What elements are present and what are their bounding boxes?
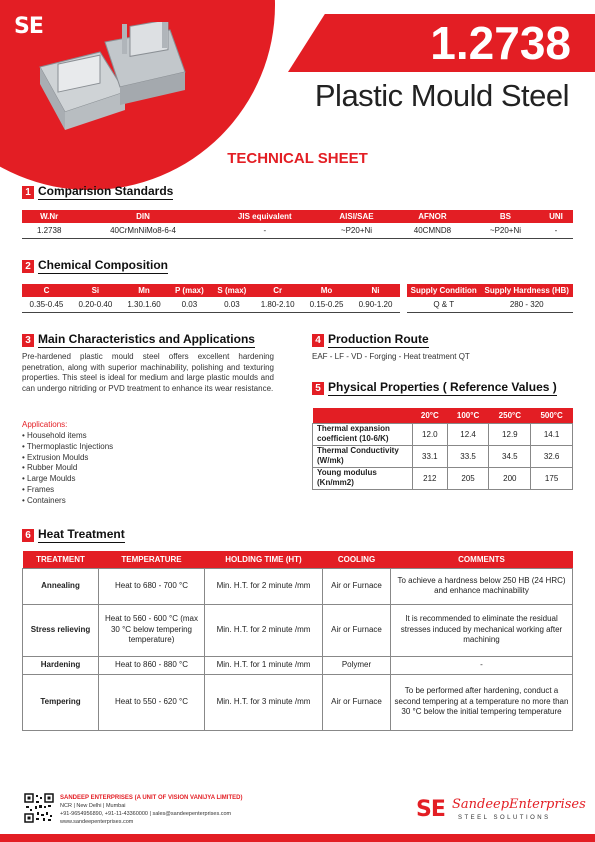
table-header: Supply Hardness (HB) (480, 284, 573, 297)
table-row (23, 674, 573, 730)
section-title: Production Route (328, 332, 429, 346)
section-title: Comparision Standards (38, 184, 174, 198)
table-cell: 212 (413, 467, 448, 489)
supply-table (407, 284, 573, 313)
qr-code-icon (24, 793, 54, 823)
table-header: Mo (302, 284, 351, 297)
mould-image (30, 22, 190, 142)
section-title: Physical Properties ( Reference Values ) (328, 380, 557, 394)
row-label: Annealing (23, 568, 99, 604)
table-cell: 33.1 (413, 445, 448, 467)
table-cell: To achieve a hardness below 250 HB (24 HRC) and enhance machinability (391, 568, 573, 604)
section-number: 4 (312, 334, 324, 347)
physical-table (312, 408, 573, 490)
table-header: S (max) (211, 284, 254, 297)
table-header: AISI/SAE (320, 210, 393, 223)
table-cell: 33.5 (447, 445, 489, 467)
row-label: Thermal expansion coefficient (10-6/K) (313, 423, 413, 445)
table-row (23, 656, 573, 674)
footer-cities: NCR | New Delhi | Mumbai (60, 803, 126, 809)
table-cell: 1.30.1.60 (120, 297, 168, 312)
table-cell: - (210, 223, 320, 238)
table-cell: 32.6 (531, 445, 573, 467)
table-cell: Heat to 560 - 600 °C (max 30 °C below tempering temperature) (99, 604, 205, 656)
table-cell: 14.1 (531, 423, 573, 445)
table-header: 250°C (489, 408, 531, 423)
table-header: BS (472, 210, 539, 223)
table-row (313, 445, 573, 467)
footer-company: SANDEEP ENTERPRISES (A UNIT OF VISION VANIJYA LIMITED) (60, 795, 243, 801)
table-header: UNI (539, 210, 573, 223)
table-header: P (max) (168, 284, 210, 297)
table-cell: 40CMND8 (393, 223, 472, 238)
table-cell: 12.0 (413, 423, 448, 445)
section-number: 3 (22, 334, 34, 347)
row-label: Tempering (23, 674, 99, 730)
table-cell: 12.9 (489, 423, 531, 445)
chemical-table (22, 284, 400, 313)
table-row (313, 423, 573, 445)
table-cell: Min. H.T. for 2 minute /mm (205, 568, 323, 604)
row-label: Thermal Conductivity (W/mk) (313, 445, 413, 467)
section-title: Chemical Composition (38, 258, 169, 272)
table-cell: Air or Furnace (323, 604, 391, 656)
table-header: COMMENTS (391, 551, 573, 568)
applications-list (22, 431, 113, 507)
table-cell: 200 (489, 467, 531, 489)
table-row (313, 467, 573, 489)
row-label: Hardening (23, 656, 99, 674)
table-header: 100°C (447, 408, 489, 423)
table-header: Cr (253, 284, 302, 297)
table-cell: ~P20+Ni (472, 223, 539, 238)
section-number: 2 (22, 260, 34, 273)
section-title: Main Characteristics and Applications (38, 332, 255, 346)
list-item: • Containers (22, 495, 66, 505)
table-cell: Min. H.T. for 2 minute /mm (205, 604, 323, 656)
table-cell: 205 (447, 467, 489, 489)
table-cell: Heat to 680 - 700 °C (99, 568, 205, 604)
table-cell: Heat to 550 - 620 °C (99, 674, 205, 730)
table-cell: To be performed after hardening, conduct a second tempering at a temperature no more than 30 °C below the initial tempering temperature (391, 674, 573, 730)
section-number: 5 (312, 382, 324, 395)
sheet-title: TECHNICAL SHEET (227, 150, 368, 167)
table-cell: Q & T (407, 297, 480, 312)
section-title: Heat Treatment (38, 527, 125, 541)
table-cell: Polymer (323, 656, 391, 674)
table-header: Mn (120, 284, 168, 297)
section-physical (312, 380, 557, 396)
table-header: TEMPERATURE (99, 551, 205, 568)
table-cell: Min. H.T. for 3 minute /mm (205, 674, 323, 730)
table-header: TREATMENT (23, 551, 99, 568)
table-cell: 0.15-0.25 (302, 297, 351, 312)
section-number: 6 (22, 529, 34, 542)
table-cell: Air or Furnace (323, 674, 391, 730)
section-characteristics (22, 332, 255, 348)
table-header: W.Nr (22, 210, 76, 223)
comparison-table (22, 210, 573, 239)
table-cell: It is recommended to eliminate the residual stresses induced by mechanical working after machining (391, 604, 573, 656)
footer-website[interactable]: www.sandeepenterprises.com (60, 819, 134, 825)
table-cell: 1.2738 (22, 223, 76, 238)
table-cell: 280 - 320 (480, 297, 573, 312)
table-header: COOLING (323, 551, 391, 568)
section-heat-treatment (22, 527, 125, 543)
table-header: C (22, 284, 71, 297)
table-header: Ni (351, 284, 400, 297)
production-route-text: EAF - LF - VD - Forging - Heat treatment QT (312, 352, 470, 361)
footer-contact: +91-9654956890, +91-11-43360000 | sales@sandeepenterprises.com (60, 811, 232, 817)
table-cell: 0.35-0.45 (22, 297, 71, 312)
table-cell: Heat to 860 - 880 °C (99, 656, 205, 674)
table-cell: 12.4 (447, 423, 489, 445)
table-header: Supply Condition (407, 284, 480, 297)
footer-brand-subtitle: STEEL SOLUTIONS (458, 815, 551, 821)
heat-treatment-table (22, 551, 573, 731)
characteristics-text: Pre-hardened plastic mould steel offers excellent hardening penetration, along with superior machinability, polishing and texturing properties. This steel is ideal for medium and large plastic moulds and can undergo nitriding or PVD treatment to enhance its wear resistance. (22, 352, 274, 393)
footer-bar (0, 834, 595, 842)
table-header: HOLDING TIME (HT) (205, 551, 323, 568)
applications-title: Applications: (22, 420, 68, 429)
list-item: • Extrusion Moulds (22, 452, 89, 462)
table-header (313, 408, 413, 423)
footer-logo-mark: SE (416, 797, 445, 822)
list-item: • Household items (22, 431, 87, 440)
table-header: 20°C (413, 408, 448, 423)
table-cell: ~P20+Ni (320, 223, 393, 238)
table-header: AFNOR (393, 210, 472, 223)
table-cell: Air or Furnace (323, 568, 391, 604)
row-label: Young modulus (Kn/mm2) (313, 467, 413, 489)
steel-grade: 1.2738 (430, 17, 571, 69)
table-header: DIN (76, 210, 209, 223)
table-cell: 0.20-0.40 (71, 297, 120, 312)
table-cell: Min. H.T. for 1 minute /mm (205, 656, 323, 674)
row-label: Stress relieving (23, 604, 99, 656)
table-row (23, 568, 573, 604)
table-cell: 0.03 (168, 297, 210, 312)
footer-brand: SandeepEnterprises (452, 797, 586, 812)
table-row (23, 604, 573, 656)
table-cell: 0.90-1.20 (351, 297, 400, 312)
table-cell: 175 (531, 467, 573, 489)
table-header: JIS equivalent (210, 210, 320, 223)
section-number: 1 (22, 186, 34, 199)
company-logo: SE (14, 14, 43, 39)
section-chemical (22, 258, 168, 274)
table-cell: 34.5 (489, 445, 531, 467)
table-header: Si (71, 284, 120, 297)
product-title: Plastic Mould Steel (314, 78, 569, 113)
table-cell: - (391, 656, 573, 674)
list-item: • Thermoplastic Injections (22, 441, 114, 451)
table-header: 500°C (531, 408, 573, 423)
table-cell: 0.03 (211, 297, 254, 312)
list-item: • Rubber Mould (22, 463, 78, 473)
table-cell: 1.80-2.10 (253, 297, 302, 312)
table-cell: - (539, 223, 573, 238)
list-item: • Large Moulds (22, 474, 76, 484)
list-item: • Frames (22, 484, 55, 494)
section-production (312, 332, 429, 348)
section-comparison (22, 184, 173, 200)
table-cell: 40CrMnNiMo8-6-4 (76, 223, 209, 238)
